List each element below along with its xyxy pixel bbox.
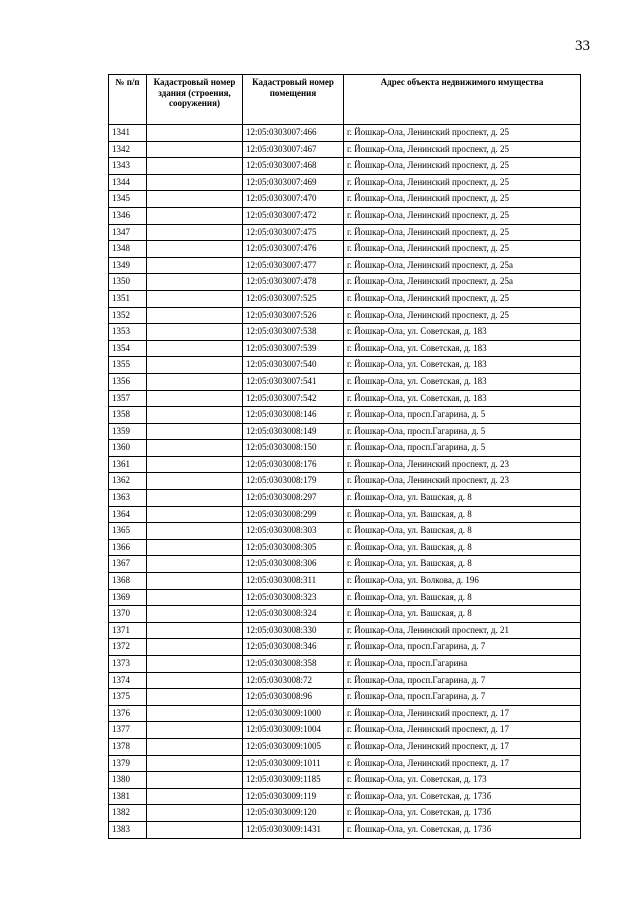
row-number-cell: 1382 [109,805,147,822]
address-cell: г. Йошкар-Ола, Ленинский проспект, д. 21 [344,622,581,639]
premises-cadastral-cell: 12:05:0303008:146 [243,407,344,424]
table-row [109,241,581,258]
address-cell: г. Йошкар-Ола, Ленинский проспект, д. 25 [344,207,581,224]
table-row [109,373,581,390]
row-number-cell: 1369 [109,589,147,606]
building-cadastral-cell [147,738,243,755]
building-cadastral-cell [147,191,243,208]
row-number-cell: 1370 [109,606,147,623]
building-cadastral-cell [147,224,243,241]
building-cadastral-cell [147,539,243,556]
table-row [109,672,581,689]
premises-cadastral-cell: 12:05:0303008:346 [243,639,344,656]
address-cell: г. Йошкар-Ола, ул. Вашская, д. 8 [344,606,581,623]
building-cadastral-cell [147,390,243,407]
row-number-cell: 1350 [109,274,147,291]
row-number-cell: 1371 [109,622,147,639]
address-cell: г. Йошкар-Ола, Ленинский проспект, д. 25 [344,307,581,324]
row-number-cell: 1353 [109,324,147,341]
premises-cadastral-cell: 12:05:0303008:72 [243,672,344,689]
address-cell: г. Йошкар-Ола, ул. Советская, д. 173б [344,821,581,838]
premises-cadastral-cell: 12:05:0303007:477 [243,257,344,274]
address-cell: г. Йошкар-Ола, Ленинский проспект, д. 25 [344,191,581,208]
building-cadastral-cell [147,423,243,440]
address-cell: г. Йошкар-Ола, Ленинский проспект, д. 25 [344,224,581,241]
premises-cadastral-cell: 12:05:0303007:525 [243,290,344,307]
building-cadastral-cell [147,821,243,838]
row-number-cell: 1378 [109,738,147,755]
address-cell: г. Йошкар-Ола, ул. Советская, д. 183 [344,390,581,407]
premises-cadastral-cell: 12:05:0303008:176 [243,456,344,473]
table-row [109,689,581,706]
premises-cadastral-cell: 12:05:0303008:297 [243,490,344,507]
premises-cadastral-cell: 12:05:0303008:150 [243,440,344,457]
premises-cadastral-cell: 12:05:0303008:303 [243,523,344,540]
address-cell: г. Йошкар-Ола, ул. Советская, д. 183 [344,324,581,341]
address-cell: г. Йошкар-Ола, ул. Советская, д. 173 [344,772,581,789]
registry-table [108,74,581,839]
row-number-cell: 1349 [109,257,147,274]
premises-cadastral-cell: 12:05:0303008:179 [243,473,344,490]
table-row [109,506,581,523]
building-cadastral-cell [147,324,243,341]
building-cadastral-cell [147,290,243,307]
table-row [109,738,581,755]
address-cell: г. Йошкар-Ола, просп.Гагарина, д. 7 [344,639,581,656]
row-number-cell: 1343 [109,158,147,175]
address-cell: г. Йошкар-Ола, Ленинский проспект, д. 25 [344,174,581,191]
building-cadastral-cell [147,490,243,507]
row-number-cell: 1342 [109,141,147,158]
premises-cadastral-cell: 12:05:0303009:1005 [243,738,344,755]
building-cadastral-cell [147,689,243,706]
premises-cadastral-cell: 12:05:0303007:542 [243,390,344,407]
table-row [109,357,581,374]
row-number-cell: 1375 [109,689,147,706]
address-cell: г. Йошкар-Ола, Ленинский проспект, д. 25 [344,241,581,258]
table-row [109,556,581,573]
table-row [109,290,581,307]
building-cadastral-cell [147,473,243,490]
premises-cadastral-cell: 12:05:0303009:1431 [243,821,344,838]
building-cadastral-cell [147,589,243,606]
address-cell: г. Йошкар-Ола, Ленинский проспект, д. 23 [344,473,581,490]
address-cell: г. Йошкар-Ола, Ленинский проспект, д. 25а [344,274,581,291]
premises-cadastral-cell: 12:05:0303009:1000 [243,705,344,722]
premises-cadastral-cell: 12:05:0303007:538 [243,324,344,341]
building-cadastral-cell [147,705,243,722]
building-cadastral-cell [147,672,243,689]
building-cadastral-cell [147,805,243,822]
table-row [109,490,581,507]
address-cell: г. Йошкар-Ола, ул. Вашская, д. 8 [344,490,581,507]
premises-cadastral-cell: 12:05:0303008:305 [243,539,344,556]
building-cadastral-cell [147,357,243,374]
table-body [109,125,581,839]
address-cell: г. Йошкар-Ола, ул. Советская, д. 183 [344,357,581,374]
table-row [109,340,581,357]
building-cadastral-cell [147,523,243,540]
table-row [109,772,581,789]
row-number-cell: 1377 [109,722,147,739]
row-number-cell: 1345 [109,191,147,208]
table-row [109,656,581,673]
premises-cadastral-cell: 12:05:0303008:311 [243,573,344,590]
address-cell: г. Йошкар-Ола, Ленинский проспект, д. 25 [344,290,581,307]
building-cadastral-cell [147,639,243,656]
building-cadastral-cell [147,141,243,158]
row-number-cell: 1352 [109,307,147,324]
table-row [109,589,581,606]
row-number-cell: 1354 [109,340,147,357]
header-premises-cadastral: Кадастровый номер помещения [243,75,344,125]
header-building-cadastral: Кадастровый номер здания (строения, сооружения) [147,75,243,125]
row-number-cell: 1376 [109,705,147,722]
building-cadastral-cell [147,755,243,772]
row-number-cell: 1358 [109,407,147,424]
table-row [109,539,581,556]
premises-cadastral-cell: 12:05:0303008:96 [243,689,344,706]
building-cadastral-cell [147,606,243,623]
premises-cadastral-cell: 12:05:0303009:1004 [243,722,344,739]
row-number-cell: 1351 [109,290,147,307]
building-cadastral-cell [147,556,243,573]
building-cadastral-cell [147,307,243,324]
header-row-number: № п/п [109,75,147,125]
address-cell: г. Йошкар-Ола, просп.Гагарина, д. 7 [344,689,581,706]
table-row [109,821,581,838]
building-cadastral-cell [147,207,243,224]
building-cadastral-cell [147,373,243,390]
table-row [109,207,581,224]
table-row [109,473,581,490]
premises-cadastral-cell: 12:05:0303007:470 [243,191,344,208]
address-cell: г. Йошкар-Ола, просп.Гагарина, д. 5 [344,407,581,424]
building-cadastral-cell [147,174,243,191]
address-cell: г. Йошкар-Ола, ул. Советская, д. 173б [344,805,581,822]
table-row [109,705,581,722]
table-row [109,141,581,158]
building-cadastral-cell [147,722,243,739]
address-cell: г. Йошкар-Ола, ул. Вашская, д. 8 [344,589,581,606]
table-row [109,423,581,440]
address-cell: г. Йошкар-Ола, ул. Советская, д. 173б [344,788,581,805]
row-number-cell: 1362 [109,473,147,490]
building-cadastral-cell [147,788,243,805]
premises-cadastral-cell: 12:05:0303007:539 [243,340,344,357]
address-cell: г. Йошкар-Ола, просп.Гагарина, д. 5 [344,440,581,457]
building-cadastral-cell [147,772,243,789]
table-row [109,788,581,805]
page-number: 33 [575,38,590,54]
table-header [109,75,581,125]
premises-cadastral-cell: 12:05:0303007:466 [243,125,344,142]
row-number-cell: 1380 [109,772,147,789]
premises-cadastral-cell: 12:05:0303008:149 [243,423,344,440]
table-row [109,307,581,324]
table-row [109,755,581,772]
premises-cadastral-cell: 12:05:0303008:299 [243,506,344,523]
table-row [109,805,581,822]
premises-cadastral-cell: 12:05:0303007:475 [243,224,344,241]
table-row [109,523,581,540]
table-row [109,174,581,191]
row-number-cell: 1363 [109,490,147,507]
building-cadastral-cell [147,456,243,473]
row-number-cell: 1357 [109,390,147,407]
address-cell: г. Йошкар-Ола, Ленинский проспект, д. 25 [344,141,581,158]
table-row [109,639,581,656]
address-cell: г. Йошкар-Ола, просп.Гагарина, д. 7 [344,672,581,689]
address-cell: г. Йошкар-Ола, Ленинский проспект, д. 23 [344,456,581,473]
table-row [109,573,581,590]
premises-cadastral-cell: 12:05:0303009:119 [243,788,344,805]
header-address: Адрес объекта недвижимого имущества [344,75,581,125]
premises-cadastral-cell: 12:05:0303007:540 [243,357,344,374]
table-row [109,722,581,739]
premises-cadastral-cell: 12:05:0303007:476 [243,241,344,258]
premises-cadastral-cell: 12:05:0303007:468 [243,158,344,175]
premises-cadastral-cell: 12:05:0303009:120 [243,805,344,822]
row-number-cell: 1372 [109,639,147,656]
row-number-cell: 1366 [109,539,147,556]
premises-cadastral-cell: 12:05:0303007:472 [243,207,344,224]
row-number-cell: 1368 [109,573,147,590]
premises-cadastral-cell: 12:05:0303009:1185 [243,772,344,789]
row-number-cell: 1361 [109,456,147,473]
premises-cadastral-cell: 12:05:0303009:1011 [243,755,344,772]
building-cadastral-cell [147,241,243,258]
building-cadastral-cell [147,407,243,424]
table-row [109,257,581,274]
address-cell: г. Йошкар-Ола, Ленинский проспект, д. 17 [344,722,581,739]
building-cadastral-cell [147,340,243,357]
address-cell: г. Йошкар-Ола, Ленинский проспект, д. 17 [344,755,581,772]
address-cell: г. Йошкар-Ола, просп.Гагарина [344,656,581,673]
table-row [109,224,581,241]
premises-cadastral-cell: 12:05:0303008:323 [243,589,344,606]
address-cell: г. Йошкар-Ола, ул. Вашская, д. 8 [344,506,581,523]
address-cell: г. Йошкар-Ола, ул. Советская, д. 183 [344,340,581,357]
building-cadastral-cell [147,158,243,175]
address-cell: г. Йошкар-Ола, просп.Гагарина, д. 5 [344,423,581,440]
row-number-cell: 1383 [109,821,147,838]
table-row [109,324,581,341]
address-cell: г. Йошкар-Ола, ул. Волкова, д. 196 [344,573,581,590]
building-cadastral-cell [147,506,243,523]
row-number-cell: 1367 [109,556,147,573]
building-cadastral-cell [147,573,243,590]
address-cell: г. Йошкар-Ола, Ленинский проспект, д. 17 [344,738,581,755]
building-cadastral-cell [147,656,243,673]
table-row [109,606,581,623]
row-number-cell: 1374 [109,672,147,689]
premises-cadastral-cell: 12:05:0303008:330 [243,622,344,639]
address-cell: г. Йошкар-Ола, Ленинский проспект, д. 25 [344,158,581,175]
table-row [109,440,581,457]
row-number-cell: 1359 [109,423,147,440]
table-row [109,456,581,473]
row-number-cell: 1341 [109,125,147,142]
building-cadastral-cell [147,125,243,142]
table-row [109,191,581,208]
premises-cadastral-cell: 12:05:0303008:358 [243,656,344,673]
building-cadastral-cell [147,622,243,639]
table-row [109,158,581,175]
row-number-cell: 1381 [109,788,147,805]
building-cadastral-cell [147,257,243,274]
building-cadastral-cell [147,274,243,291]
row-number-cell: 1355 [109,357,147,374]
premises-cadastral-cell: 12:05:0303007:467 [243,141,344,158]
building-cadastral-cell [147,440,243,457]
address-cell: г. Йошкар-Ола, ул. Вашская, д. 8 [344,523,581,540]
row-number-cell: 1373 [109,656,147,673]
header-row [109,75,581,125]
address-cell: г. Йошкар-Ола, ул. Вашская, д. 8 [344,556,581,573]
table-row [109,622,581,639]
premises-cadastral-cell: 12:05:0303007:478 [243,274,344,291]
table-row [109,390,581,407]
row-number-cell: 1364 [109,506,147,523]
premises-cadastral-cell: 12:05:0303008:324 [243,606,344,623]
row-number-cell: 1344 [109,174,147,191]
premises-cadastral-cell: 12:05:0303007:541 [243,373,344,390]
address-cell: г. Йошкар-Ола, Ленинский проспект, д. 17 [344,705,581,722]
address-cell: г. Йошкар-Ола, Ленинский проспект, д. 25 [344,125,581,142]
row-number-cell: 1379 [109,755,147,772]
table-row [109,274,581,291]
row-number-cell: 1356 [109,373,147,390]
row-number-cell: 1346 [109,207,147,224]
row-number-cell: 1347 [109,224,147,241]
row-number-cell: 1365 [109,523,147,540]
premises-cadastral-cell: 12:05:0303007:526 [243,307,344,324]
row-number-cell: 1360 [109,440,147,457]
table-row [109,125,581,142]
table-row [109,407,581,424]
address-cell: г. Йошкар-Ола, ул. Советская, д. 183 [344,373,581,390]
premises-cadastral-cell: 12:05:0303008:306 [243,556,344,573]
address-cell: г. Йошкар-Ола, Ленинский проспект, д. 25а [344,257,581,274]
address-cell: г. Йошкар-Ола, ул. Вашская, д. 8 [344,539,581,556]
row-number-cell: 1348 [109,241,147,258]
premises-cadastral-cell: 12:05:0303007:469 [243,174,344,191]
